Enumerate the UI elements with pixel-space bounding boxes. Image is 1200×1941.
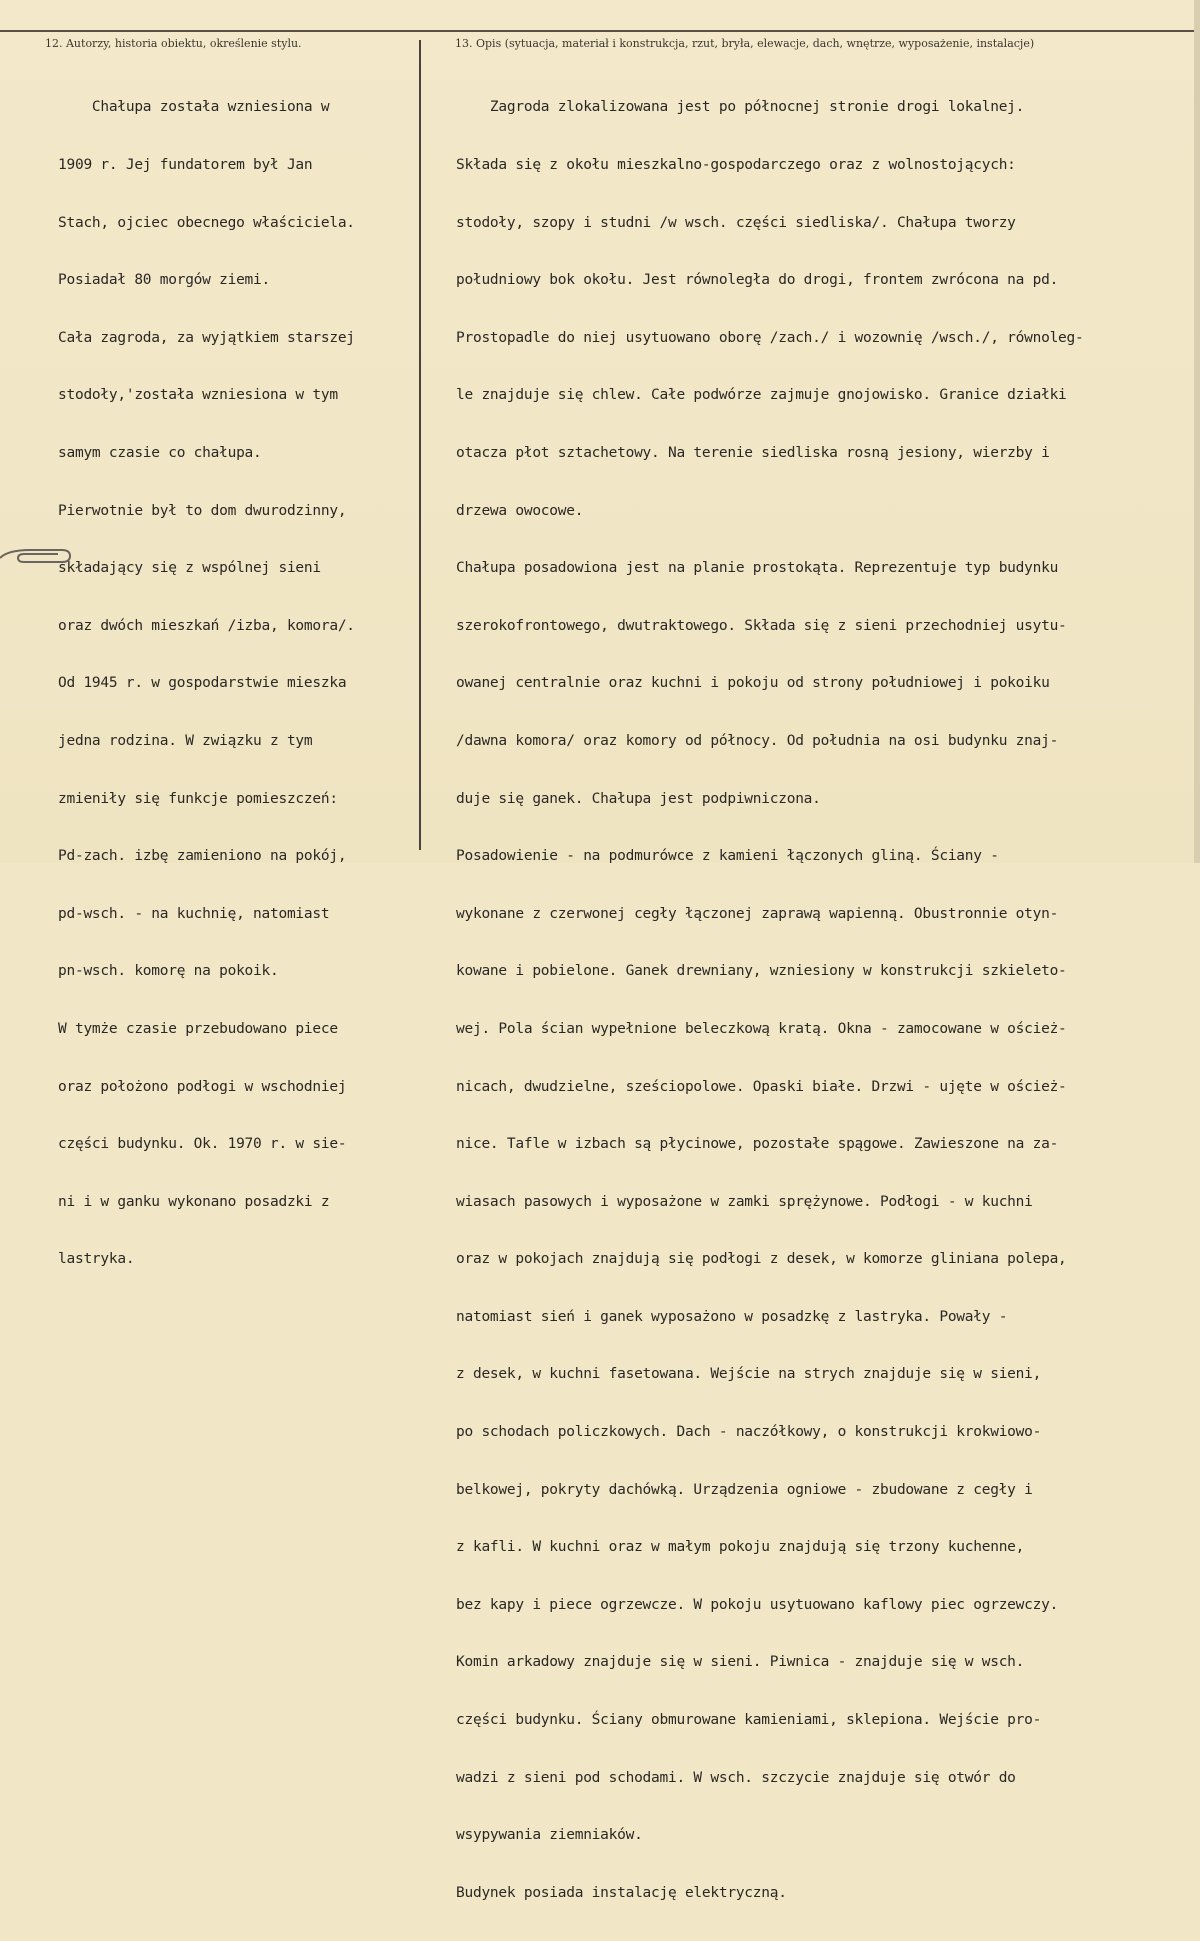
- text-line: pd-wsch. - na kuchnię, natomiast: [58, 905, 330, 922]
- text-line: wsypywania ziemniaków.: [456, 1827, 643, 1844]
- text-line: Posadowienie - na podmurówce z kamieni łączonych gliną. Ściany -: [456, 848, 999, 865]
- text-line: oraz w pokojach znajdują się podłogi z desek, w komorze gliniana polepa,: [456, 1251, 1067, 1268]
- text-line: owanej centralnie oraz kuchni i pokoju od strony południowej i pokoiku: [456, 675, 1050, 692]
- text-line: oraz położono podłogi w wschodniej: [58, 1078, 347, 1095]
- paper-clip-icon: [0, 540, 75, 570]
- text-line: zmieniły się funkcje pomieszczeń:: [58, 790, 338, 807]
- text-line: 1909 r. Jej fundatorem był Jan: [58, 157, 313, 173]
- text-line: z kafli. W kuchni oraz w małym pokoju znajdują się trzony kuchenne,: [456, 1539, 1025, 1556]
- text-line: Chałupa została wzniesiona w: [58, 99, 330, 116]
- text-line: wej. Pola ścian wypełnione beleczkową kratą. Okna - zamocowane w oścież-: [456, 1020, 1067, 1037]
- text-line: lastryka.: [58, 1251, 135, 1268]
- text-line: Chałupa posadowiona jest na planie prostokąta. Reprezentuje typ budynku: [456, 560, 1059, 577]
- text-line: części budynku. Ok. 1970 r. w sie-: [58, 1136, 347, 1153]
- text-line: pn-wsch. komorę na pokoik.: [58, 963, 279, 980]
- section-13-text: [456, 60, 1196, 1941]
- text-line: natomiast sień i ganek wyposażono w posadzkę z lastryka. Powały -: [456, 1308, 1008, 1325]
- text-line: stodoły, szopy i studni /w wsch. części siedliska/. Chałupa tworzy: [456, 214, 1016, 231]
- text-line: wadzi z sieni pod schodami. W wsch. szczycie znajduje się otwór do: [456, 1769, 1016, 1786]
- section-13-heading: 13. Opis (sytuacja, materiał i konstrukcja, rzut, bryła, elewacje, dach, wnętrze, wyposażenie, instalacje): [455, 37, 1035, 50]
- column-divider: [419, 40, 421, 850]
- text-line: nicach, dwudzielne, sześciopolowe. Opaski białe. Drzwi - ujęte w oścież-: [456, 1078, 1067, 1095]
- text-line: Zagroda zlokalizowana jest po północnej stronie drogi lokalnej.: [456, 99, 1025, 116]
- text-line: nice. Tafle w izbach są płycinowe, pozostałe spągowe. Zawieszone na za-: [456, 1136, 1059, 1153]
- text-line: stodoły,'została wzniesiona w tym: [58, 387, 338, 404]
- text-line: Pd-zach. izbę zamieniono na pokój,: [58, 848, 347, 865]
- text-line: południowy bok okołu. Jest równoległa do drogi, frontem zwrócona na pd.: [456, 272, 1059, 289]
- text-line: Od 1945 r. w gospodarstwie mieszka: [58, 675, 347, 692]
- text-line: wiasach pasowych i wyposażone w zamki sprężynowe. Podłogi - w kuchni: [456, 1193, 1033, 1210]
- text-line: W tymże czasie przebudowano piece: [58, 1020, 338, 1037]
- text-line: samym czasie co chałupa.: [58, 444, 262, 461]
- text-line: Cała zagroda, za wyjątkiem starszej: [58, 329, 355, 346]
- section-12-heading: 12. Autorzy, historia obiektu, określenie stylu.: [45, 37, 302, 50]
- text-line: duje się ganek. Chałupa jest podpiwniczona.: [456, 790, 821, 807]
- text-line: jedna rodzina. W związku z tym: [58, 732, 313, 749]
- text-line: ni i w ganku wykonano posadzki z: [58, 1193, 330, 1210]
- top-rule: [0, 30, 1200, 32]
- text-line: szerokofrontowego, dwutraktowego. Składa się z sieni przechodniej usytu-: [456, 617, 1067, 634]
- text-line: wykonane z czerwonej cegły łączonej zaprawą wapienną. Obustronnie otyn-: [456, 905, 1059, 922]
- text-line: części budynku. Ściany obmurowane kamieniami, sklepiona. Wejście pro-: [456, 1712, 1042, 1729]
- text-line: z desek, w kuchni fasetowana. Wejście na strych znajduje się w sieni,: [456, 1366, 1042, 1383]
- text-line: le znajduje się chlew. Całe podwórze zajmuje gnojowisko. Granice działki: [456, 387, 1067, 404]
- text-line: /dawna komora/ oraz komory od północy. Od południa na osi budynku znaj-: [456, 732, 1059, 749]
- text-line: Prostopadle do niej usytuowano oborę /zach./ i wozownię /wsch./, równoleg-: [456, 329, 1084, 346]
- text-line: oraz dwóch mieszkań /izba, komora/.: [58, 617, 355, 634]
- text-line: kowane i pobielone. Ganek drewniany, wzniesiony w konstrukcji szkieleto-: [456, 963, 1067, 980]
- text-line: składający się z wspólnej sieni: [58, 560, 321, 577]
- text-line: Stach, ojciec obecnego właściciela.: [58, 214, 355, 231]
- section-12-text: [58, 60, 408, 1308]
- text-line: bez kapy i piece ogrzewcze. W pokoju usytuowano kaflowy piec ogrzewczy.: [456, 1596, 1059, 1613]
- text-line: Pierwotnie był to dom dwurodzinny,: [58, 502, 347, 519]
- text-line: Składa się z okołu mieszkalno-gospodarczego oraz z wolnostojących:: [456, 157, 1016, 173]
- text-line: Komin arkadowy znajduje się w sieni. Piwnica - znajduje się w wsch.: [456, 1654, 1025, 1671]
- text-line: po schodach policzkowych. Dach - naczółkowy, o konstrukcji krokwiowo-: [456, 1424, 1042, 1441]
- text-line: Budynek posiada instalację elektryczną.: [456, 1884, 787, 1901]
- text-line: Posiadał 80 morgów ziemi.: [58, 272, 270, 289]
- text-line: drzewa owocowe.: [456, 502, 584, 519]
- text-line: otacza płot sztachetowy. Na terenie siedliska rosną jesiony, wierzby i: [456, 444, 1050, 461]
- text-line: belkowej, pokryty dachówką. Urządzenia ogniowe - zbudowane z cegły i: [456, 1481, 1033, 1498]
